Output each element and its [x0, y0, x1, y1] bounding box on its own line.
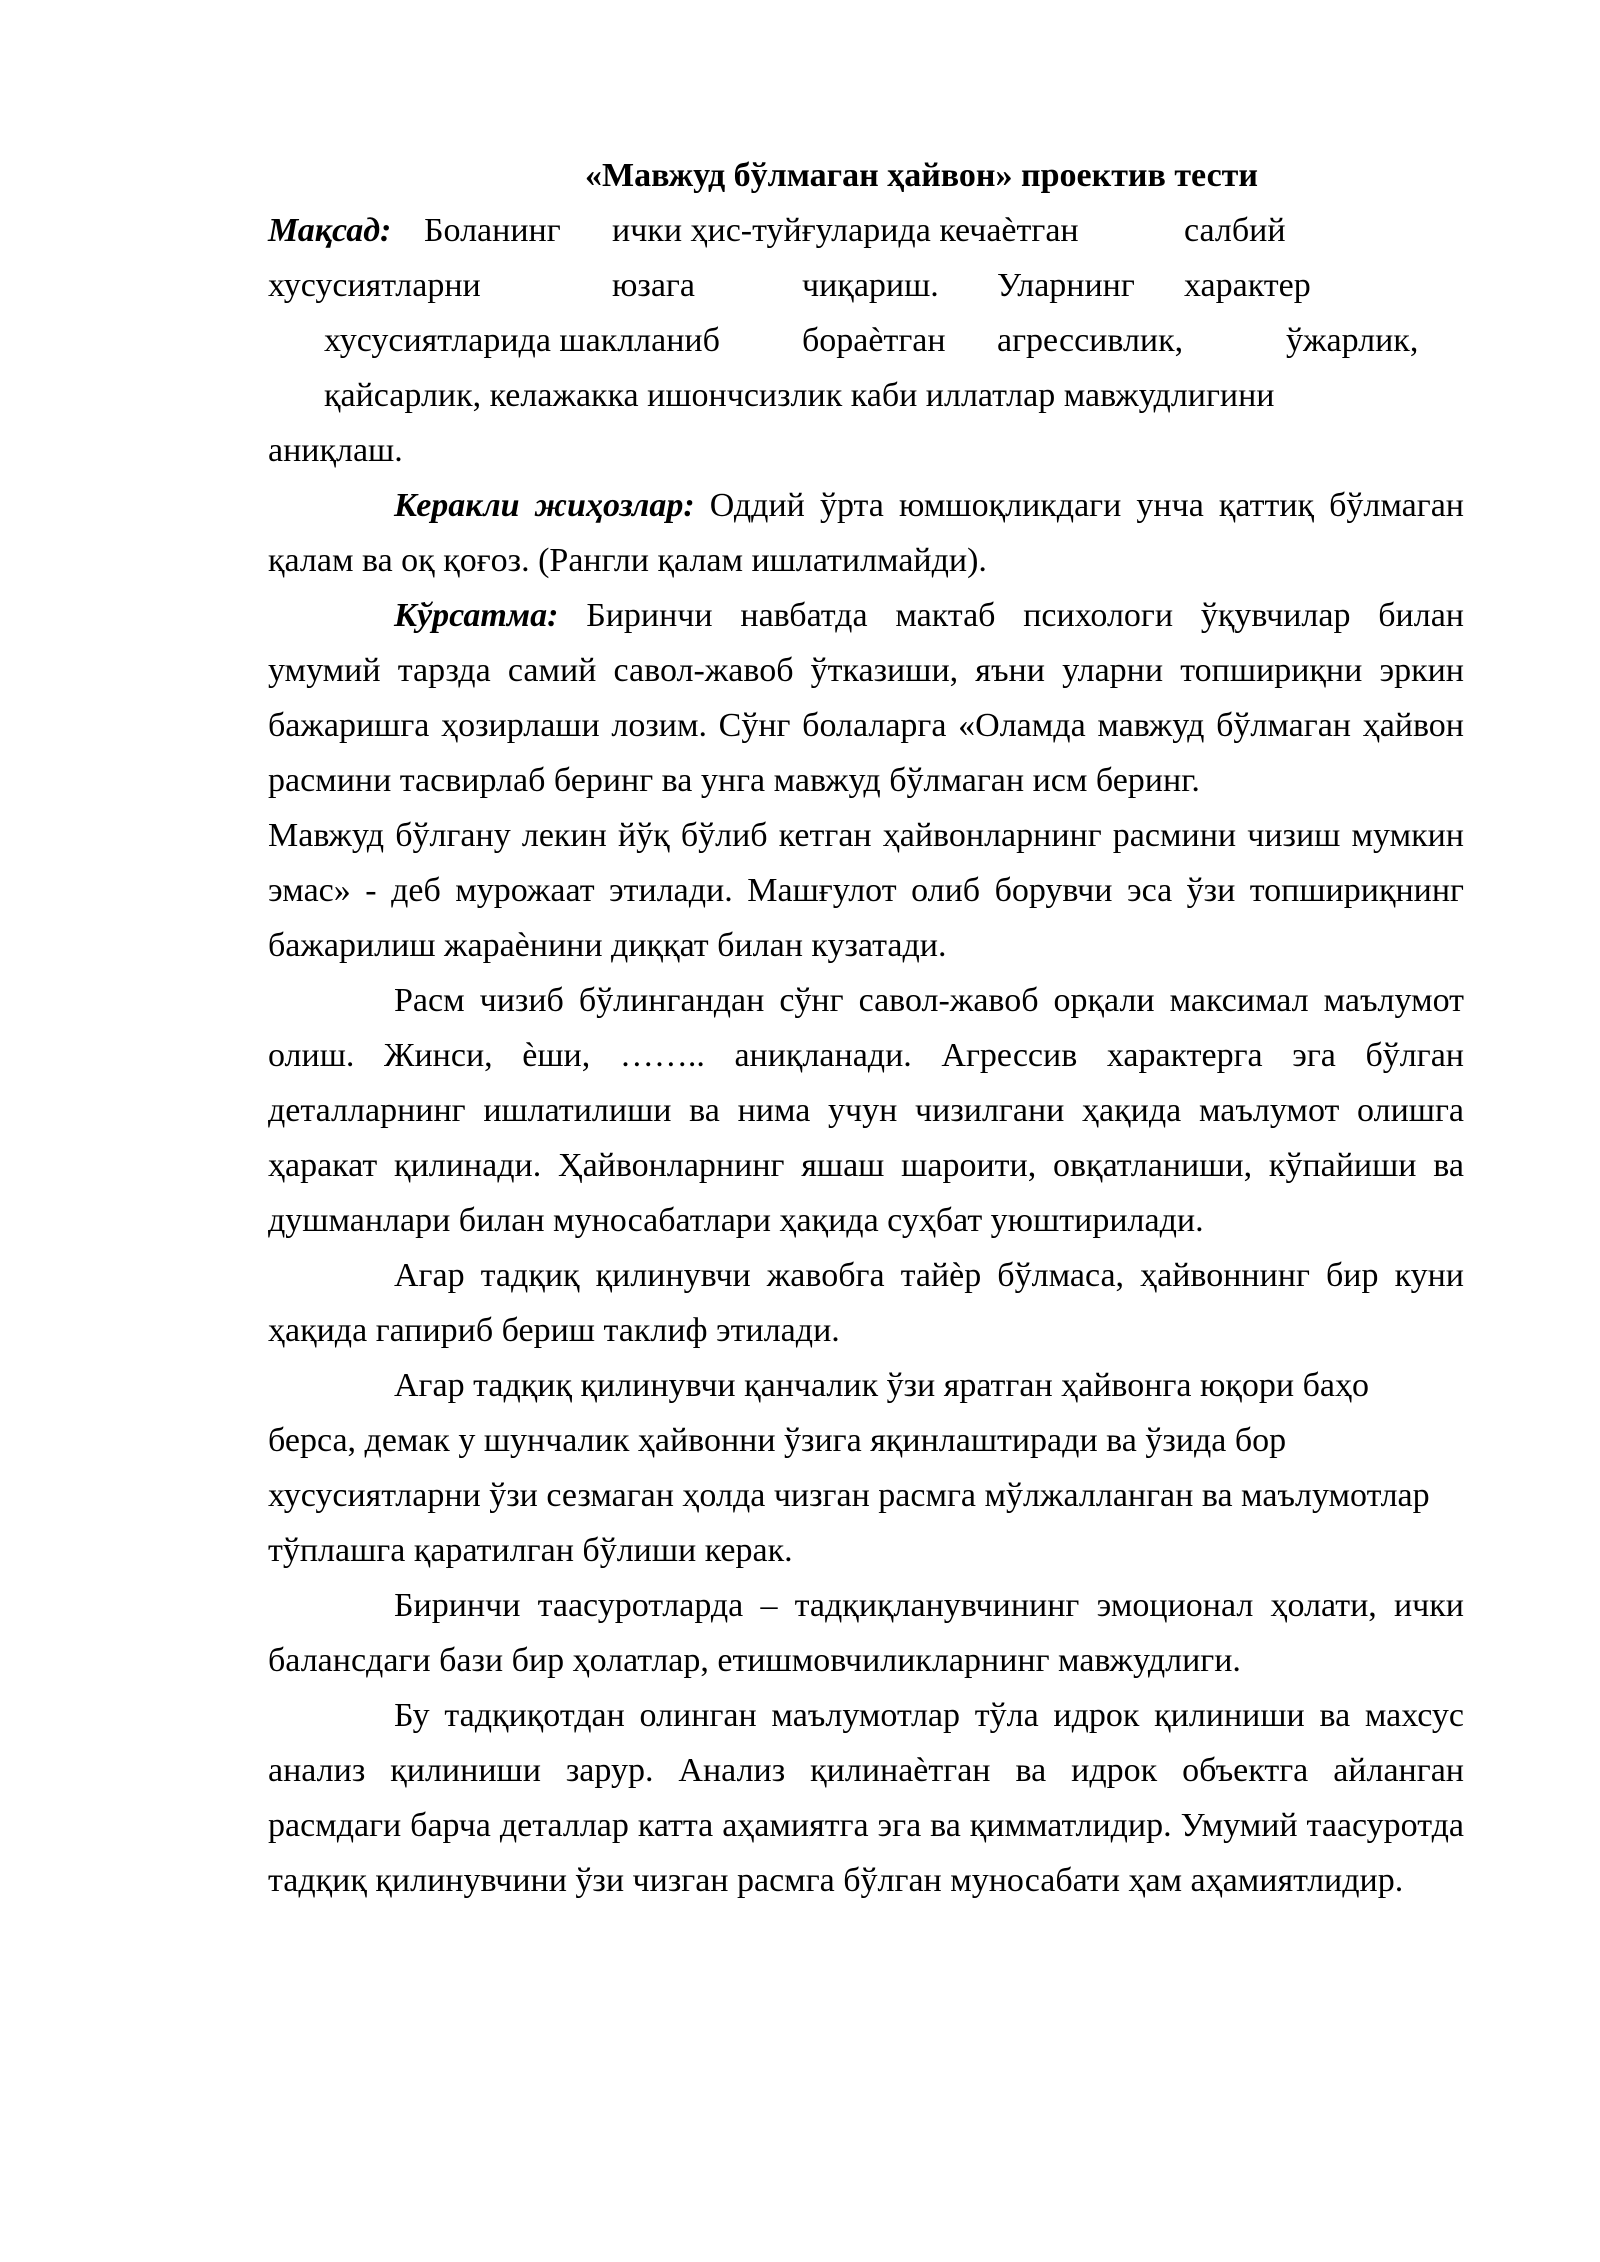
aim-text-part: Уларнинг [997, 267, 1135, 304]
aim-line [268, 368, 1468, 423]
aim-text-part: юзага [612, 267, 695, 304]
paragraph-rating: Агар тадқиқ қилинувчи қанчалик ўзи яратган ҳайвонга юқори баҳо берса, демак у шунчалик ҳайвонни ўзига яқинлаштиради ва ўзида бор хусусиятларни ўзи сезмаган ҳолда чизган расмга мўлжалланган ва маълумотлар тўплашга қаратилган бўлиши керак. [268, 1367, 1430, 1569]
instruction-paragraph [268, 588, 1464, 808]
equipment-text: Оддий ўрта юмшоқликдаги унча қаттиқ бўлмаган қалам ва оқ қоғоз. (Рангли қалам ишлатилмайди). [268, 487, 1464, 579]
aim-line [268, 258, 1468, 313]
aim-text-part: агрессивлик, [997, 322, 1184, 359]
aim-line [268, 423, 1468, 478]
aim-text-part: чиқариш. [802, 267, 939, 304]
paragraph-first-impressions: Биринчи таасуротларда – тадқиқланувчининг эмоционал ҳолати, ички балансдаги бази бир ҳолатлар, етишмовчиликларнинг мавжудлиги. [268, 1587, 1464, 1679]
aim-line [268, 313, 1468, 368]
aim-text-part: аниқлаш. [268, 432, 403, 469]
aim-text-part: ўжарлик, [1286, 322, 1419, 359]
aim-text-part: хусусиятларида шаклланиб [324, 322, 720, 359]
document-title: «Мавжуд бўлмаган ҳайвон» проектив тести [585, 157, 1258, 194]
aim-label: Мақсад: [268, 212, 392, 249]
aim-section [268, 203, 1468, 478]
aim-text-part: бораѐтган [802, 322, 946, 359]
paragraph-analysis: Бу тадқиқотдан олинган маълумотлар тўла идрок қилиниши ва махсус анализ қилиниши зарур. Анализ қилинаѐтган ва идрок объектга айланган расмдаги барча деталлар катта аҳамиятга эга ва қимматлидир. Умумий таасуротда тадқиқ қилинувчини ўзи чизган расмга бўлган муносабати ҳам аҳамиятлидир. [268, 1697, 1464, 1899]
aim-text-part: қайсарлик, келажакка ишончсизлик каби иллатлар мавжудлигини [324, 377, 1275, 414]
aim-line [268, 203, 1468, 258]
document-body [268, 478, 1464, 1908]
aim-text-part: Боланинг [424, 212, 561, 249]
aim-text-part: ички ҳис-туйғуларида кечаѐтган [612, 212, 1079, 249]
aim-text-part: салбий [1184, 212, 1286, 249]
paragraph-existing-animals: Мавжуд бўлгану лекин йўқ бўлиб кетган ҳайвонларнинг расмини чизиш мумкин эмас» - деб мурожаат этилади. Машғулот олиб борувчи эса ўзи топшириқнинг бажарилиш жараѐнини диққат билан кузатади. [268, 817, 1464, 964]
paragraph-not-ready: Агар тадқиқ қилинувчи жавобга тайѐр бўлмаса, ҳайвоннинг бир куни ҳақида гапириб бериш таклиф этилади. [268, 1257, 1464, 1349]
aim-text-part: хусусиятларни [268, 267, 481, 304]
equipment-paragraph [268, 478, 1464, 588]
instruction-text: Биринчи навбатда мактаб психологи ўқувчилар билан умумий тарзда самий савол-жавоб ўтказиши, яъни уларни топшириқни эркин бажаришга ҳозирлаши лозим. Сўнг болаларга «Оламда мавжуд бўлмаган ҳайвон расмини тасвирлаб беринг ва унга мавжуд бўлмаган исм беринг. [268, 597, 1464, 799]
equipment-label: Керакли жиҳозлар: [394, 487, 695, 524]
paragraph-after-drawing: Расм чизиб бўлингандан сўнг савол-жавоб орқали максимал маълумот олиш. Жинси, ѐши, …….. аниқланади. Агрессив характерга эга бўлган деталларнинг ишлатилиши ва нима учун чизилгани ҳақида маълумот олишга ҳаракат қилинади. Ҳайвонларнинг яшаш шароити, овқатланиши, кўпайиши ва душманлари билан муносабатлари ҳақида суҳбат уюштирилади. [268, 982, 1464, 1239]
aim-text-part: характер [1184, 267, 1311, 304]
instruction-label: Кўрсатма: [394, 597, 559, 634]
